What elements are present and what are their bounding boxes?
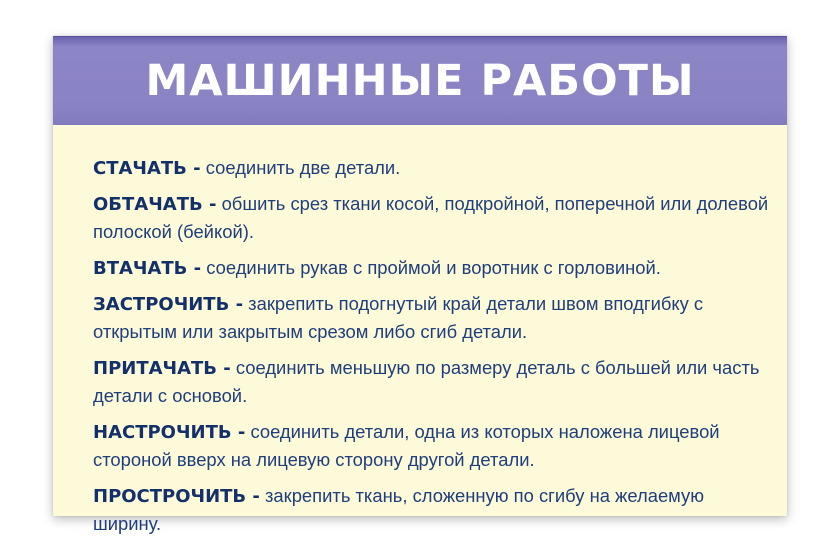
term-definition: соединить детали, одна из которых наложена лицевой стороной вверх на лицевую сторону другой детали. [93,421,720,470]
term-definition: соединить рукав с проймой и воротник с горловиной. [201,257,661,278]
term-definition: соединить две детали. [200,157,401,178]
term-item [93,482,773,538]
term-name: СТАЧАТЬ - [93,158,201,179]
term-item [93,354,773,410]
page-title: МАШИННЫЕ РАБОТЫ [145,56,695,106]
term-name: ОБТАЧАТЬ - [93,194,217,215]
term-name: ПРИТАЧАТЬ - [93,358,231,379]
term-definition: соединить меньшую по размеру деталь с большей или часть детали с основой. [93,357,760,406]
term-item [93,154,773,182]
term-name: ВТАЧАТЬ - [93,258,202,279]
terms-list [93,154,773,543]
term-item [93,290,773,346]
term-item [93,190,773,246]
term-definition: обшить срез ткани косой, подкройной, поперечной или долевой полоской (бейкой). [93,193,769,242]
header-banner [53,36,787,125]
term-name: ЗАСТРОЧИТЬ - [93,294,244,315]
term-definition: закрепить подогнутый край детали швом вподгибку с открытым или закрытым срезом либо сгиб детали. [93,293,704,342]
card [53,36,787,534]
term-name: НАСТРОЧИТЬ - [93,422,246,443]
term-name: ПРОСТРОЧИТЬ - [93,486,260,507]
term-item [93,254,773,282]
term-definition: закрепить ткань, сложенную по сгибу на желаемую ширину. [93,485,705,534]
term-item [93,418,773,474]
